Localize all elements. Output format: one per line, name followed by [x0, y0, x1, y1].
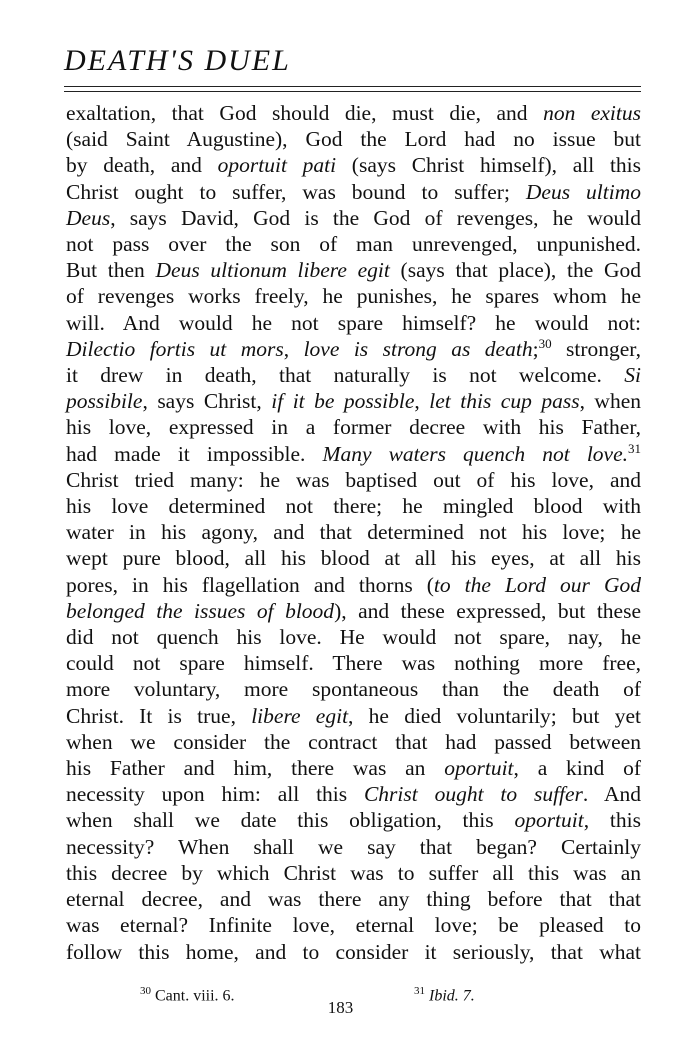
italic-phrase: Many waters quench not love. [322, 441, 628, 466]
header-rule-upper [64, 86, 641, 87]
text-segment: (says Christ himself), all this [336, 153, 642, 178]
text-segment: his Father and him, there was an [66, 756, 445, 781]
body-text [66, 100, 641, 965]
text-line [66, 650, 641, 676]
footnote-number: 31 [414, 985, 425, 997]
text-line [66, 703, 641, 729]
text-segment: , [283, 336, 304, 361]
text-line [66, 493, 641, 519]
text-line [66, 336, 641, 362]
footnote-reference: 31 [628, 440, 641, 456]
text-line [66, 519, 641, 545]
text-segment: (says that place), the God [389, 258, 641, 283]
text-line [66, 257, 641, 283]
text-line [66, 414, 641, 440]
text-line [66, 283, 641, 309]
text-segment: , he died voluntarily; but yet [348, 703, 642, 728]
text-segment: eternal decree, and was there any thing before that that [66, 887, 641, 912]
italic-phrase: libere egit [251, 703, 349, 728]
text-line [66, 598, 641, 624]
text-segment: But then [66, 258, 156, 283]
text-line [66, 126, 641, 152]
italic-phrase: Si [624, 363, 641, 388]
footnote-reference: 30 [538, 335, 552, 351]
text-line [66, 834, 641, 860]
italic-phrase: non exitus [543, 101, 641, 125]
running-head: DEATH'S DUEL [64, 44, 291, 77]
text-segment: . And [582, 782, 641, 807]
text-segment: will. And would he not spare himself? he would not: [66, 310, 641, 335]
text-line [66, 807, 641, 833]
text-line [66, 388, 641, 414]
text-segment: when we consider the contract that had passed between [66, 729, 641, 754]
text-segment: exaltation, that God should die, must die, and [66, 101, 544, 125]
page-number: 183 [327, 998, 354, 1017]
text-line [66, 755, 641, 781]
text-segment: , [414, 389, 430, 414]
text-segment: Christ. It is true, [66, 703, 252, 728]
italic-phrase: love is strong as death [303, 336, 533, 361]
italic-phrase: belonged the issues of blood [66, 598, 335, 623]
text-segment: , says David, God is the God of revenges, he would [110, 205, 641, 230]
text-segment: ), and these expressed, but these [334, 598, 641, 623]
header-rule-lower [64, 91, 641, 92]
text-segment: more voluntary, more spontaneous than the death of [66, 677, 641, 702]
italic-phrase: oportuit [444, 756, 514, 781]
text-segment: when shall we date this obligation, this [66, 808, 515, 833]
footnote-text: Cant. viii. 6. [155, 987, 235, 1005]
text-segment: Christ ought to suffer, was bound to suffer; [66, 179, 526, 204]
text-segment: did not quench his love. He would not spare, nay, he [66, 625, 641, 650]
text-segment: pores, in his flagellation and thorns ( [66, 572, 434, 597]
text-segment: of revenges works freely, he punishes, he spares whom he [66, 284, 641, 309]
italic-phrase: Deus [66, 205, 111, 230]
text-line [66, 886, 641, 912]
footnote-number: 30 [140, 985, 151, 997]
text-line [66, 467, 641, 493]
text-line [66, 860, 641, 886]
text-line [66, 912, 641, 938]
italic-phrase: let this cup pass [429, 389, 580, 414]
italic-phrase: oportuit [514, 808, 584, 833]
text-segment: , this [583, 808, 641, 833]
text-segment: , when [579, 389, 641, 414]
text-line [66, 729, 641, 755]
text-segment: could not spare himself. There was nothing more free, [66, 651, 641, 676]
text-line [66, 624, 641, 650]
text-line [66, 179, 641, 205]
text-line [66, 781, 641, 807]
text-line [66, 362, 641, 388]
italic-phrase: if it be possible [271, 389, 415, 414]
italic-phrase: Deus ultimo [525, 179, 641, 204]
text-segment: stronger, [551, 336, 641, 361]
text-line [66, 441, 641, 467]
text-segment: water in his agony, and that determined not his love; he [66, 520, 641, 545]
text-segment: this decree by which Christ was to suffer all this was an [66, 860, 641, 885]
text-segment: wept pure blood, all his blood at all his eyes, at all his [66, 546, 641, 571]
text-line [66, 939, 641, 965]
text-segment: Christ tried many: he was baptised out of his love, and [66, 467, 641, 492]
text-line [66, 310, 641, 336]
text-segment: follow this home, and to consider it seriously, that what [66, 939, 641, 964]
italic-phrase: possibile [66, 389, 143, 414]
text-segment: necessity? When shall we say that began? Certainly [66, 834, 641, 859]
text-segment: , a kind of [513, 756, 642, 781]
text-line [66, 231, 641, 257]
italic-phrase: Dilectio fortis ut mors [66, 336, 284, 361]
text-segment: his love, expressed in a former decree with his Father, [66, 415, 641, 440]
text-segment: was eternal? Infinite love, eternal love; be pleased to [66, 913, 641, 938]
text-line [66, 100, 641, 126]
text-line [66, 676, 641, 702]
text-segment: his love determined not there; he mingled blood with [66, 494, 641, 519]
text-segment: by death, and [66, 153, 218, 178]
text-segment: not pass over the son of man unrevenged, unpunished. [66, 232, 641, 257]
text-segment: , says Christ, [142, 389, 272, 414]
text-segment: ; [532, 336, 539, 361]
italic-phrase: Deus ultionum libere egit [155, 258, 390, 283]
text-segment: it drew in death, that naturally is not welcome. [66, 363, 625, 388]
italic-phrase: to the Lord our God [433, 572, 641, 597]
text-line [66, 545, 641, 571]
text-segment: had made it impossible. [66, 441, 323, 466]
text-line [66, 205, 641, 231]
italic-phrase: Christ ought to suffer [363, 782, 583, 807]
text-segment: (said Saint Augustine), God the Lord had no issue but [66, 127, 641, 152]
text-line [66, 572, 641, 598]
text-line [66, 152, 641, 178]
footnote-text: Ibid. 7. [429, 987, 475, 1005]
italic-phrase: oportuit pati [217, 153, 337, 178]
text-segment: necessity upon him: all this [66, 782, 364, 807]
